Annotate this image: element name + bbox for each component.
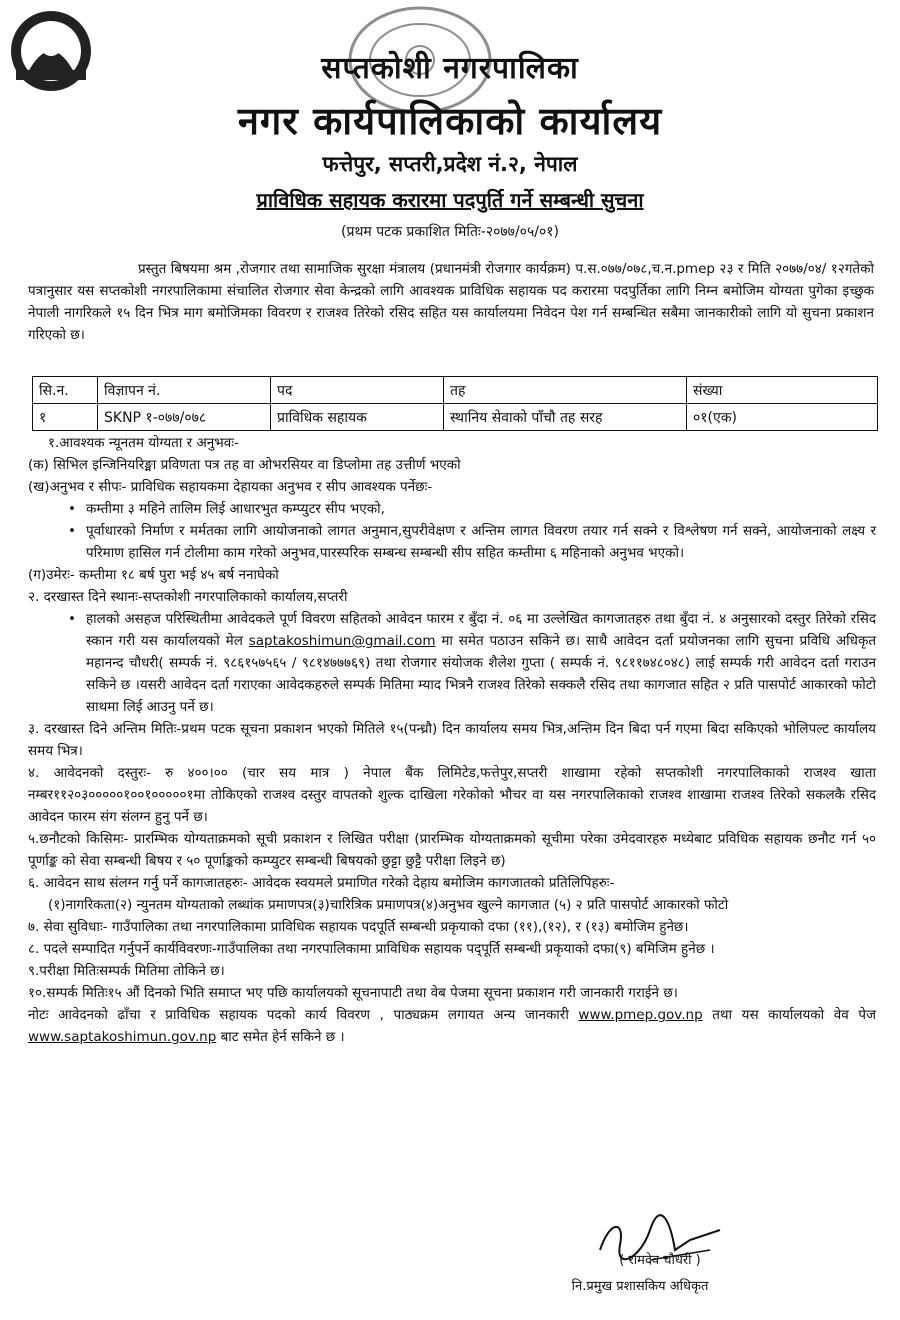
table-header: संख्या (687, 377, 878, 404)
section-heading: १.आवश्यक न्यूनतम योग्यता र अनुभवः- (48, 435, 239, 451)
section-heading: ६. आवेदन साथ संलग्न गर्नु पर्ने कागजातहरुः- आवेदक स्वयमले प्रमाणित गरेको देहाय बमोजिम कागजातको प्रतिलिपिहरुः- (28, 875, 615, 891)
documents-list: (१)नागरिकता(२) न्युनतम योग्यताको लब्धांक प्रमाणपत्र(३)चारित्रिक प्रमाणपत्र(४)अनुभव खुल्ने कागजात (५) २ प्रति पासपोर्ट आकारको फोटो (48, 897, 729, 913)
table-cell: १ (33, 404, 98, 431)
bullet-icon: • (68, 523, 76, 539)
municipality-name: सप्तकोशी नगरपालिका (321, 51, 579, 86)
note-text: तथा यस कार्यालयको वेव पेज (712, 1007, 877, 1023)
list-item-text: कम्तीमा ३ महिने तालिम लिई आधारभुत कम्प्युटर सीप भएको, (86, 501, 385, 517)
section-heading: २. दरखास्त दिने स्थानः-सप्तकोशी नगरपालिकाको कार्यालय,सप्तरी (28, 589, 348, 605)
selection-section: ५.छनौटको किसिमः- प्रारम्भिक योग्यताक्रमको सूची प्रकाशन र लिखित परीक्षा (प्रारम्भिक योग्यताक्रमको सूचीमा परेका उमेदवारहरु मध्येबाट प्रविधिक सहायक छनौट गर्न ५० पूर्णाङ्क को सेवा सम्बन्धी बिषय र ५० पूर्णाङ्कको कम्प्युटर सम्बन्धी बिषयको छुट्टा छुट्टै परीक्षा लिइने छ) (28, 831, 876, 869)
experience-heading: (ख)अनुभव र सीपः- प्राविधिक सहायकमा देहायका अनुभव र सीप आवश्यक पर्नेछः- (28, 479, 433, 495)
pmep-link[interactable]: www.pmep.gov.np (578, 1007, 703, 1023)
bullet-icon: • (68, 501, 76, 517)
exam-date-section: ९.परीक्षा मितिःसम्पर्क मितिमा तोकिने छ। (28, 963, 225, 979)
duties-section: ८. पदले सम्पादित गर्नुपर्ने कार्यविवरणः-गाउँपालिका तथा नगरपालिकामा प्राविधिक सहायक पद्पूर्ति सम्बन्धी प्रकृयाको दफा(९) बमिजिम हुनेछ । (28, 941, 715, 957)
notice-title: प्राविधिक सहायक करारमा पदपुर्ति गर्ने सम्बन्धी सुचना (256, 188, 644, 212)
table-header: तह (444, 377, 687, 404)
note-text: बाट समेत हेर्न सकिने छ । (220, 1029, 345, 1045)
benefits-section: ७. सेवा सुविधाः- गाउँपालिका तथा नगरपालिकामा प्राविधिक सहायक पदपूर्ति सम्बन्धी प्रकृयाको दफा (११),(१२), र (१३) बमोजिम हुनेछ। (28, 919, 689, 935)
signatory-name: ( रामदेव चौधरी ) (619, 1253, 701, 1268)
notice-body (28, 432, 876, 1048)
table-header: विज्ञापन नं. (98, 377, 271, 404)
intro-paragraph: प्रस्तुत बिषयमा श्रम ,रोजगार तथा सामाजिक सुरक्षा मंत्रालय (प्रधानमंत्री रोजगार कार्यक्रम) प.स.०७७/०७८,च.न.pmep २३ र मिति २०७७/०४/ १२गतेको पत्रानुसार यस सप्तकोशी नगरपालिकामा संचालित रोजगार सेवा केन्द्रको लागि आवश्यक प्राविधिक सहायक पद करारमा पदपुर्तिका लागि निम्न बमोजिम योग्यता पुगेका इच्छुक नेपाली नागरिकले १५ दिन भित्र माग बमोजिमका विवरण र राजश्व तिरेको रसिद सहित यस कार्यालयमा निवेदन पेश गर्न सम्बन्धित सबैमा जानकारीको लागि यो सुचना प्रकाशन गरिएको छ। (28, 261, 874, 343)
qualification-item: (क) सिभिल इन्जिनियरिङ्मा प्रविणता पत्र तह वा ओभरसियर वा डिप्लोमा तह उत्तीर्ण भएको (28, 457, 461, 473)
note-paragraph (28, 1004, 876, 1048)
table-header: पद (271, 377, 444, 404)
list-item (28, 520, 876, 564)
fee-section: ४. आवेदनको दस्तुरः- रु ४००।०० (चार सय मात्र ) नेपाल बैंक लिमिटेड,फत्तेपुर,सप्तरी शाखामा रहेको सप्तकोशी नगरपालिकाको राजश्व खाता नम्बर११२०३०००००१००१०००००१मा तोकिएको राजश्व दस्तुर वापतको शुल्क दाखिला गरेकोको भौचर वा यस नगरपालिकाको राजश्व शाखामा राजश्व तिरेको सकलकै रसिद आवेदन फारम संग संलग्न हुनु पर्ने छ। (28, 765, 876, 825)
table-header: सि.न. (33, 377, 98, 404)
contact-date-section: १०.सम्पर्क मितिः१५ औं दिनको भिति समाप्त भए पछि कार्यालयको सूचनापाटी तथा वेब पेजमा सूचना प्रकाशन गरी जानकारी गराईने छ। (28, 985, 678, 1001)
list-item-text: पूर्वाधारको निर्माण र मर्मतका लागि आयोजनाको लागत अनुमान,सुपरीवेक्षण र अन्तिम लागत विवरण तयार गर्न सक्ने र विश्लेषण गर्न सक्ने, आयोजनाको लक्ष्य र परिमाण हासिल गर्न टोलीमा काम गरेको अनुभव,पारस्परिक सम्बन्ध सम्बन्धी सीप सहित कम्तीमा ६ महिनाको अनुभव भएको। (86, 523, 876, 561)
table-row (33, 404, 878, 431)
office-name: नगर कार्यपालिकाको कार्यालय (237, 99, 663, 143)
publish-date: (प्रथम पटक प्रकाशित मितिः-२०७७/०५/०१) (341, 224, 559, 240)
age-requirement: (ग)उमेरः- कम्तीमा १८ बर्ष पुरा भई ४५ बर्ष ननाघेको (28, 567, 279, 583)
table-cell: स्थानिय सेवाको पाँचौ तह सरह (444, 404, 687, 431)
list-item (28, 498, 876, 520)
list-item-text: हालको असहज परिस्थितीमा आवेदकले पूर्ण विवरण सहितको आवेदन फारम र बुँदा नं. ०६ मा उल्लेखित कागजातहरु तथा बुँदा नं. ४ अनुसारको दस्तुर तिरेको रसिद स्कान गरी यस कार्यालयको मेल (86, 611, 876, 649)
signatory-title: नि.प्रमुख प्रशासकिय अधिकृत (571, 1279, 709, 1294)
bullet-icon: • (68, 611, 76, 627)
deadline-section: ३. दरखास्त दिने अन्तिम मितिः-प्रथम पटक सूचना प्रकाशन भएको मितिले १५(पन्ध्रौ) दिन कार्यालय समय भित्र,अन्तिम दिन बिदा पर्न गएमा बिदा सकिएको भोलिपल्ट कार्यालय समय भित्र। (28, 721, 876, 759)
office-address: फत्तेपुर, सप्तरी,प्रदेश नं.२, नेपाल (322, 152, 578, 176)
website-link[interactable]: www.saptakoshimun.gov.np (28, 1029, 217, 1045)
list-item-text: मा समेत पठाउन सकिने छ। साथै आवेदन दर्ता प्रयोजनका लागि सुचना प्रविधि अधिकृत महानन्द चौधरी( सम्पर्क नं. ९८६१५७५६५ / ९८१४७७७६९) तथा रोजगार संयोजक शैलेश गुप्ता ( सम्पर्क नं. ९८११७४८०४८) लाई सम्पर्क गरी आवेदन दर्ता गराउन सकिने छ ।यसरी आवेदन दर्ता गराएका आवेदकहरुले सम्पर्क मितिमा म्याद भित्रनै राजश्व तिरेको सक्कलै रसिद तथा कागजात सहित २ प्रति पासपोर्ट आकारको फोटो साथमा लिई आउनु पर्ने छ। (86, 633, 877, 715)
email-link[interactable]: saptakoshimun@gmail.com (248, 633, 436, 649)
list-item (28, 608, 876, 718)
table-header-row (33, 377, 878, 404)
vacancy-table (32, 376, 878, 431)
table-cell: प्राविधिक सहायक (271, 404, 444, 431)
note-text: नोटः आवेदनको ढाँचा र प्राविधिक सहायक पदको कार्य विवरण , पाठ्यक्रम लगायत अन्य जानकारी (28, 1007, 569, 1023)
table-cell: SKNP १-०७७/०७८ (98, 404, 271, 431)
table-cell: ०१(एक) (687, 404, 878, 431)
